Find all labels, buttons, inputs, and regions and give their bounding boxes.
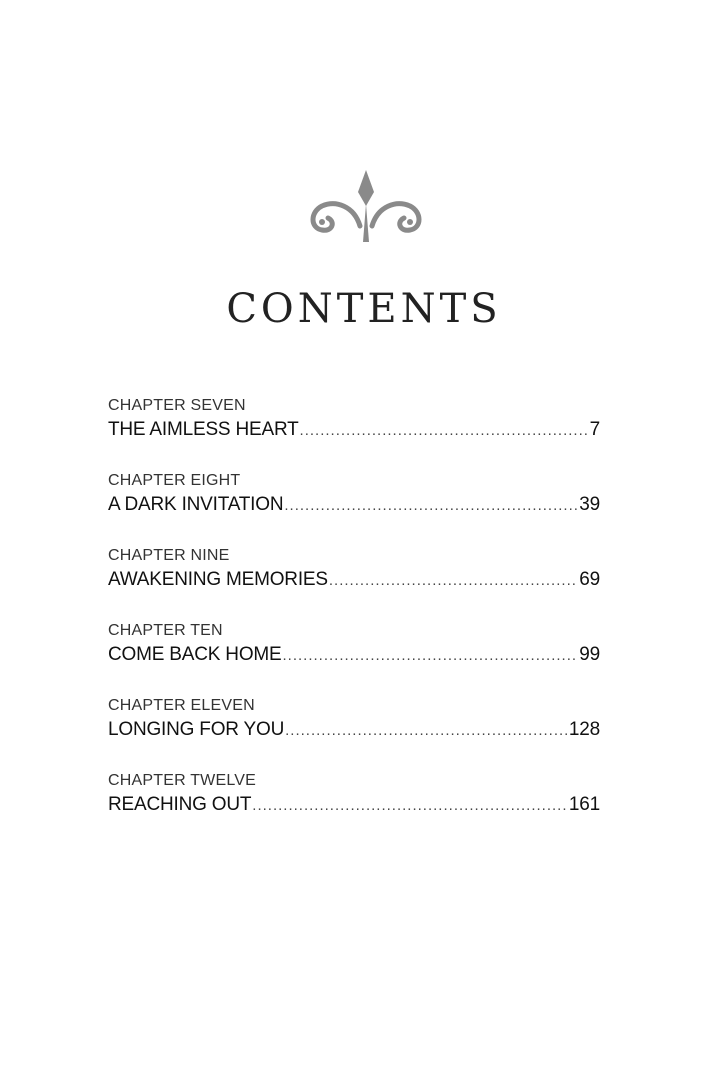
chapter-title: COME BACK HOME xyxy=(108,644,282,665)
page-number: 7 xyxy=(589,419,600,440)
fleur-scroll-ornament-icon xyxy=(296,166,436,244)
toc-row xyxy=(108,418,600,443)
chapter-number: CHAPTER EIGHT xyxy=(108,472,241,489)
dot-leader xyxy=(284,494,578,518)
dot-leader xyxy=(300,419,589,443)
dot-leader xyxy=(285,719,568,743)
toc-row xyxy=(108,793,600,818)
page-number: 161 xyxy=(568,794,600,815)
chapter-title: REACHING OUT xyxy=(108,794,252,815)
dot-leader xyxy=(329,569,578,593)
dot-leader xyxy=(283,644,579,668)
table-of-contents xyxy=(108,396,600,846)
page-number: 99 xyxy=(579,644,600,665)
toc-entry xyxy=(108,396,600,471)
dot-leader xyxy=(252,794,568,818)
toc-entry xyxy=(108,546,600,621)
chapter-number: CHAPTER NINE xyxy=(108,547,230,564)
toc-entry xyxy=(108,621,600,696)
toc-entry xyxy=(108,696,600,771)
chapter-title: AWAKENING MEMORIES xyxy=(108,569,328,590)
page-title: CONTENTS xyxy=(226,286,502,332)
toc-row xyxy=(108,643,600,668)
chapter-number: CHAPTER TWELVE xyxy=(108,772,257,789)
toc-entry xyxy=(108,771,600,846)
chapter-number: CHAPTER ELEVEN xyxy=(108,697,255,714)
page-number: 69 xyxy=(579,569,600,590)
chapter-title: LONGING FOR YOU xyxy=(108,719,285,740)
chapter-number: CHAPTER TEN xyxy=(108,622,223,639)
chapter-title: A DARK INVITATION xyxy=(108,494,284,515)
toc-row xyxy=(108,493,600,518)
toc-row xyxy=(108,718,600,743)
page-number: 39 xyxy=(579,494,600,515)
toc-row xyxy=(108,568,600,593)
chapter-number: CHAPTER SEVEN xyxy=(108,397,246,414)
toc-entry xyxy=(108,471,600,546)
chapter-title: THE AIMLESS HEART xyxy=(108,419,299,440)
page-number: 128 xyxy=(568,719,600,740)
